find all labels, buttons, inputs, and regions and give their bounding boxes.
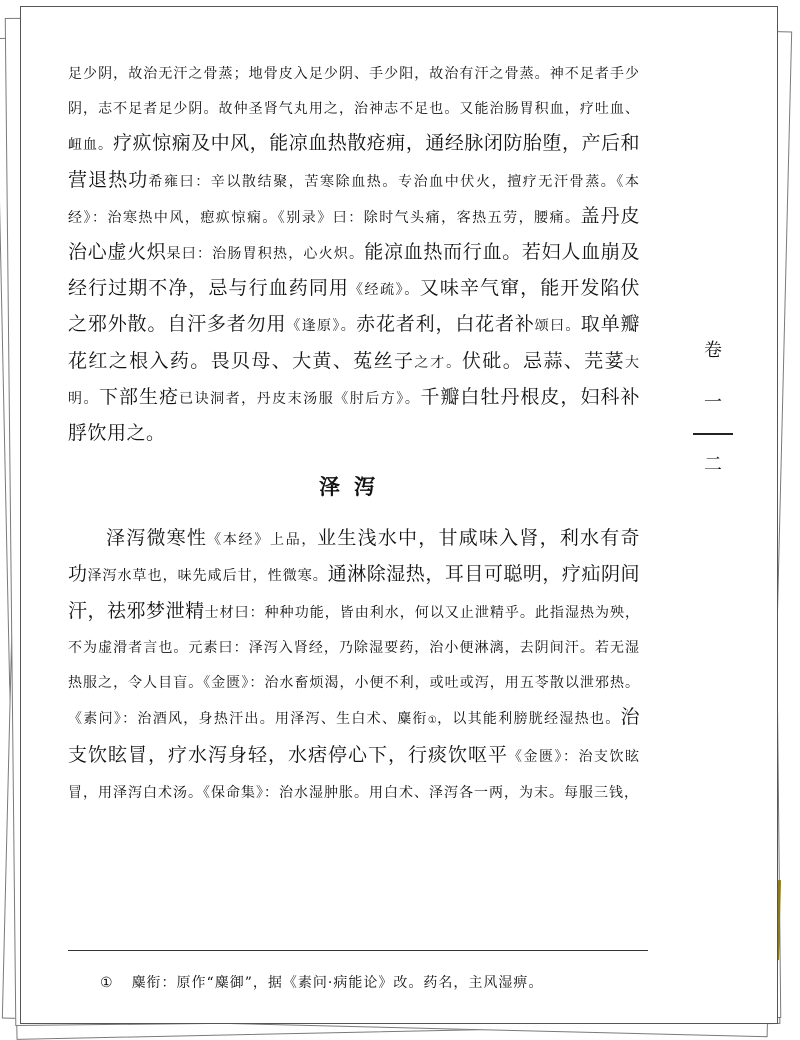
side-tab-divider (693, 433, 733, 435)
text-run: 大明。 (68, 354, 640, 407)
text-run: 《金匮》：治支饮眩冒，用泽泻白术汤。《保命集》：治水湿肿胀。用白术、泽泻各一两，为末。每服三钱， (68, 749, 640, 801)
footnote-divider (68, 950, 648, 951)
page-body (68, 56, 640, 810)
text-run: 能凉血热而行血。若妇人血崩及经行过期不净，忌与行血药同用 (68, 241, 640, 300)
text-run: 千瓣白牡丹根皮，妇科补脬饮用之。 (68, 385, 640, 445)
text-run: 业生浅水中，甘咸味入肾，利水有奇功 (68, 527, 640, 586)
text-run: 希雍曰：辛以散结聚，苦寒除血热。专治血中伏火，擅疗无汗骨蒸。《本经》：治寒热中风，瘛疭惊痫。《别录》曰：除时气头痛，客热五劳，腰痛。 (68, 173, 640, 226)
footnote-ref[interactable]: ① (427, 715, 438, 727)
footnote-text: 麋衔：原作“麋御”，据《素问·病能论》改。药名，主风湿痹。 (131, 975, 544, 991)
text-run: 下部生疮 (99, 385, 180, 408)
text-run: 伏砒。忌蒜、芫荽 (461, 349, 625, 372)
paragraph-zexie (68, 521, 640, 810)
text-run: 又味辛气窜，能开发陷伏之邪外散。自汗多者勿用 (68, 277, 640, 336)
text-run: 疗疭惊痫及中风，能凉血热散疮痈，通经脉闭防胎堕，产后和营退热功 (68, 132, 640, 191)
text-run: 赤花者利，白花者补 (356, 313, 535, 336)
volume-label: 卷 (704, 340, 722, 361)
text-run: 治支饮眩冒，疗水泻身轻，水痞停心下，行痰饮呕平 (68, 706, 641, 767)
text-run: 泽泻微寒性 (106, 527, 208, 550)
footnote-marker: ① (100, 975, 114, 991)
text-run: 泽泻水草也，味先咸后甘，性微寒。 (87, 568, 328, 585)
text-run: 颂曰。 (534, 318, 581, 335)
text-run: 《本经》上品， (207, 532, 318, 549)
text-run: 通淋除湿热，耳目可聪明，疗疝阴间汗，祛邪梦泄精 (68, 563, 640, 622)
text-run: 《经疏》。 (348, 282, 420, 299)
paragraph-mudanpi (68, 56, 640, 451)
text-run: 杲曰：治肠胃积热，心火炽。 (166, 246, 365, 263)
text-run: 已诀洞者，丹皮末汤服《肘后方》。 (179, 390, 421, 407)
volume-number-bottom: 二 (704, 454, 722, 475)
text-run: 取单瓣花红之根入药。畏贝母、大黄、菟丝子 (68, 313, 640, 372)
footnote (100, 972, 543, 992)
text-run: 足少阴，故治无汗之骨蒸；地骨皮入足少阴、手少阳，故治有汗之骨蒸。神不足者手少阴，志不足者足少阴。故仲圣肾气丸用之，治神志不足也。又能治肠胃积血，疗吐血、衄血。 (68, 66, 640, 154)
volume-side-tab (693, 325, 733, 491)
text-run: 盖丹皮治心虚火炽 (68, 204, 640, 264)
text-run: ，以其能利膀胱经湿热也。 (437, 711, 621, 728)
volume-number-top: 一 (704, 392, 722, 413)
text-run: 之才。 (414, 354, 462, 371)
text-run: 《逢原》。 (286, 318, 357, 335)
section-title: 泽泻 (319, 474, 389, 500)
text-run: 士材曰：种种功能，皆由利水，何以又止泄精乎。此指湿热为殃，不为虚滑者言也。元素曰：泽泻入肾经，乃除湿要药，治小便淋漓，去阴间汗。若无湿热服之，令人目盲。《金匮》：治水畜烦渴，小便不利，或吐或泻，用五苓散以泄邪热。《素问》：治酒风，身热汗出。用泽泻、生白术、麋衔 (68, 604, 640, 728)
